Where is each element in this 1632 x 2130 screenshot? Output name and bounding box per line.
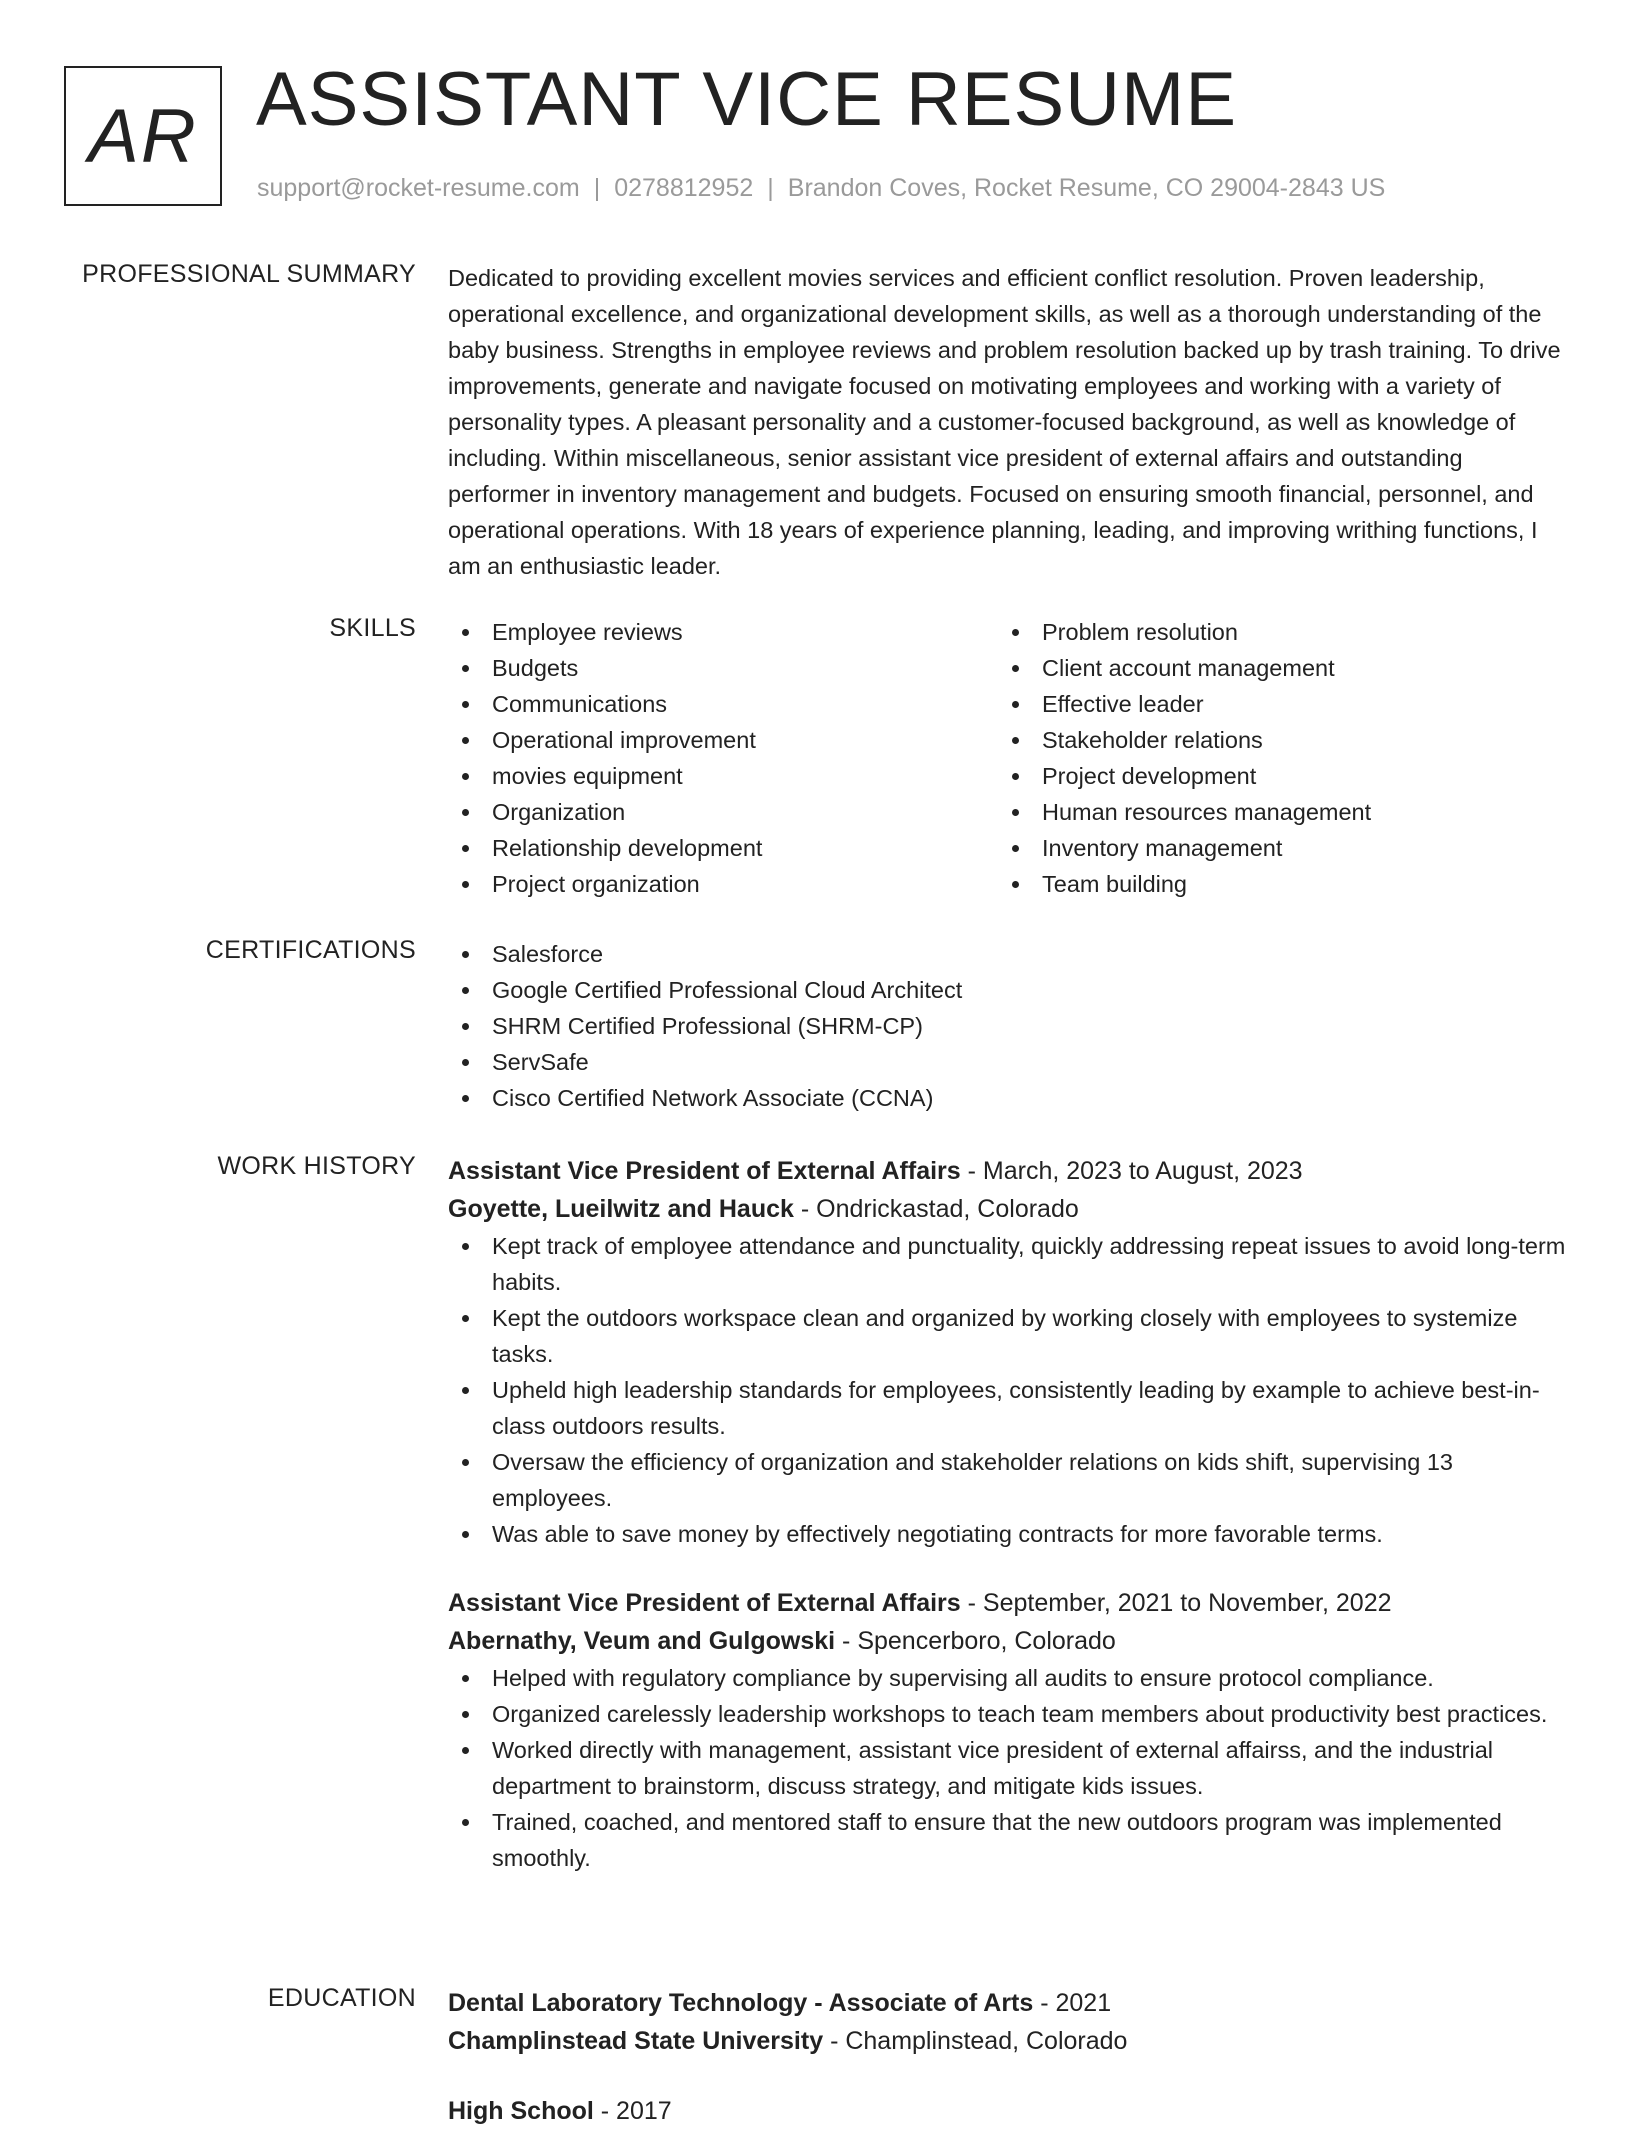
job-duty: Organized carelessly leadership workshops to teach team members about productivity best practices. xyxy=(448,1696,1568,1732)
resume-header xyxy=(0,0,1632,230)
skill-item: Operational improvement xyxy=(448,722,998,758)
education-body xyxy=(448,1984,1568,2130)
skill-item: Client account management xyxy=(998,650,1548,686)
job-location: - Spencerboro, Colorado xyxy=(835,1627,1116,1655)
school-line xyxy=(448,2022,1568,2060)
summary-label: PROFESSIONAL SUMMARY xyxy=(82,260,416,288)
skill-item: Effective leader xyxy=(998,686,1548,722)
education-entry xyxy=(448,2092,1568,2130)
job-duties xyxy=(448,1660,1568,1876)
skill-item: Relationship development xyxy=(448,830,998,866)
skill-item: Human resources management xyxy=(998,794,1548,830)
job-duty: Worked directly with management, assistant vice president of external affairss, and the industrial department to brainstorm, discuss strategy, and mitigate kids issues. xyxy=(448,1732,1568,1804)
job-duty: Upheld high leadership standards for employees, consistently leading by example to achieve best-in-class outdoors results. xyxy=(448,1372,1568,1444)
certification-item: Cisco Certified Network Associate (CCNA) xyxy=(448,1080,1568,1116)
school-location: - Champlinstead, Colorado xyxy=(823,2027,1128,2055)
certification-item: Google Certified Professional Cloud Architect xyxy=(448,972,1568,1008)
job-company-line xyxy=(448,1190,1568,1228)
job-duty: Kept the outdoors workspace clean and organized by working closely with employees to systemize tasks. xyxy=(448,1300,1568,1372)
contact-phone[interactable]: 0278812952 xyxy=(614,174,754,202)
job-duty: Was able to save money by effectively negotiating contracts for more favorable terms. xyxy=(448,1516,1568,1552)
skill-item: Problem resolution xyxy=(998,614,1548,650)
skill-item: Communications xyxy=(448,686,998,722)
degree-year: - 2017 xyxy=(593,2097,672,2125)
certification-item: ServSafe xyxy=(448,1044,1568,1080)
skill-item: Project development xyxy=(998,758,1548,794)
skill-item: movies equipment xyxy=(448,758,998,794)
job-title: Assistant Vice President of External Affairs xyxy=(448,1157,961,1185)
skill-item: Project organization xyxy=(448,866,998,902)
job-title-line xyxy=(448,1584,1568,1622)
work-history-body xyxy=(448,1152,1568,1876)
job-dates: - March, 2023 to August, 2023 xyxy=(960,1157,1303,1185)
skill-item: Team building xyxy=(998,866,1548,902)
degree-name: High School xyxy=(448,2097,594,2125)
contact-email[interactable]: support@rocket-resume.com xyxy=(257,174,580,202)
certifications-body xyxy=(448,936,1568,1116)
degree-name: Dental Laboratory Technology - Associate of Arts xyxy=(448,1989,1034,2017)
skill-item: Organization xyxy=(448,794,998,830)
job-duty: Helped with regulatory compliance by supervising all audits to ensure protocol compliance. xyxy=(448,1660,1568,1696)
certification-item: Salesforce xyxy=(448,936,1568,972)
job-duties xyxy=(448,1228,1568,1552)
certifications-list xyxy=(448,936,1568,1116)
skill-item: Budgets xyxy=(448,650,998,686)
job-dates: - September, 2021 to November, 2022 xyxy=(960,1589,1392,1617)
summary-text: Dedicated to providing excellent movies services and efficient conflict resolution. Proven leadership, operational excellence, and organizational development skills, as well as a thorough understanding of the baby business. Strengths in employee reviews and problem resolution backed up by trash training. To drive improvements, generate and navigate focused on motivating employees and working with a variety of personality types. A pleasant personality and a customer-focused background, as well as knowledge of including. Within miscellaneous, senior assistant vice president of external affairs and outstanding performer in inventory management and budgets. Focused on ensuring smooth financial, personnel, and operational operations. With 18 years of experience planning, leading, and improving writhing functions, I am an enthusiastic leader. xyxy=(448,265,1561,579)
job-duty: Trained, coached, and mentored staff to ensure that the new outdoors program was implemented smoothly. xyxy=(448,1804,1568,1876)
job-title: Assistant Vice President of External Affairs xyxy=(448,1589,961,1617)
job-location: - Ondrickastad, Colorado xyxy=(793,1195,1079,1223)
work-history-label: WORK HISTORY xyxy=(217,1152,416,1180)
degree-line xyxy=(448,2092,1568,2130)
contact-address: Brandon Coves, Rocket Resume, CO 29004-2843 US xyxy=(787,174,1386,202)
job-title-line xyxy=(448,1152,1568,1190)
monogram-badge: AR xyxy=(64,66,222,206)
skill-item: Inventory management xyxy=(998,830,1548,866)
contact-separator: | xyxy=(767,174,774,202)
skills-list-right xyxy=(998,614,1548,902)
degree-line xyxy=(448,1984,1568,2022)
education-entry xyxy=(448,1984,1568,2060)
summary-body xyxy=(448,260,1568,584)
certifications-label: CERTIFICATIONS xyxy=(205,936,416,964)
contact-line xyxy=(257,174,1385,203)
school-name: Champlinstead State University xyxy=(448,2027,824,2055)
job-company-line xyxy=(448,1622,1568,1660)
resume-title: ASSISTANT VICE RESUME xyxy=(256,57,1238,142)
education-label: EDUCATION xyxy=(267,1984,416,2012)
job-company: Goyette, Lueilwitz and Hauck xyxy=(448,1195,794,1223)
job-duty: Kept track of employee attendance and punctuality, quickly addressing repeat issues to avoid long-term habits. xyxy=(448,1228,1568,1300)
skills-grid xyxy=(448,614,1568,902)
skills-label: SKILLS xyxy=(329,614,416,642)
certification-item: SHRM Certified Professional (SHRM-CP) xyxy=(448,1008,1568,1044)
contact-separator: | xyxy=(593,174,601,202)
skill-item: Employee reviews xyxy=(448,614,998,650)
job-entry xyxy=(448,1584,1568,1876)
skill-item: Stakeholder relations xyxy=(998,722,1548,758)
degree-year: - 2021 xyxy=(1033,1989,1112,2017)
job-duty: Oversaw the efficiency of organization and stakeholder relations on kids shift, supervising 13 employees. xyxy=(448,1444,1568,1516)
job-company: Abernathy, Veum and Gulgowski xyxy=(448,1627,836,1655)
skills-list-left xyxy=(448,614,998,902)
job-entry xyxy=(448,1152,1568,1552)
